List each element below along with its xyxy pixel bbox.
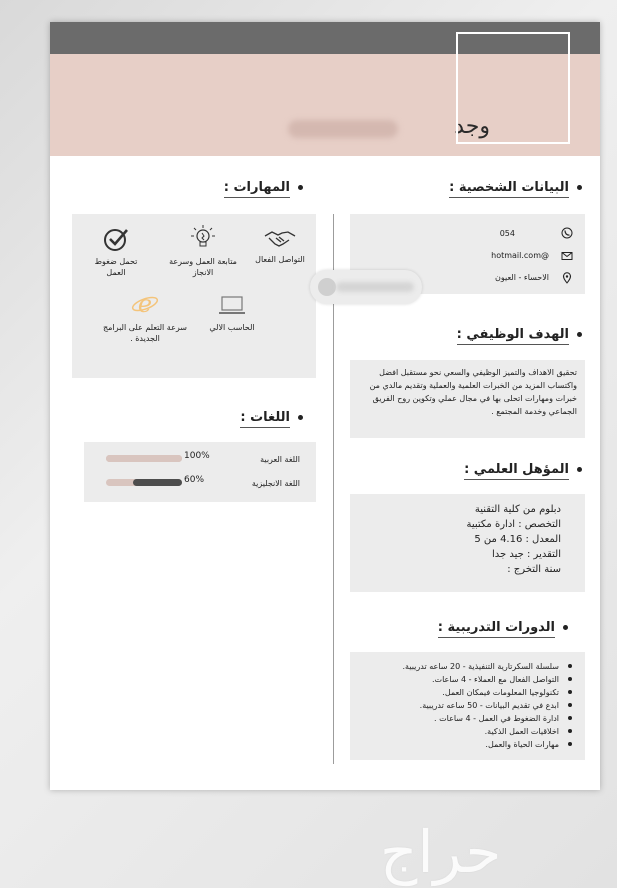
section-title-personal: البيانات الشخصية : bbox=[449, 180, 582, 195]
location-value: الاحساء - العيون bbox=[495, 273, 549, 282]
education-line: سنة التخرج : bbox=[507, 564, 561, 575]
education-box bbox=[350, 494, 585, 592]
language-name: اللغة العربية bbox=[260, 455, 300, 464]
objective-text: تحقيق الاهداف والتميز الوظيفي والسعي نحو مستقبل افضل واكتساب المزيد من الخبرات العلمية والعملية وتقديم مالدي من خبرات ومهارات اتحلى بها في مجال عملي وتكوين روح الفريق الجماعي وخدمة المجتمع . bbox=[369, 368, 577, 416]
language-bar-fill bbox=[133, 479, 182, 486]
section-title-courses: الدورات التدريبية : bbox=[438, 620, 568, 635]
list-item: تكنولوجيا المعلومات فيمكان العمل. bbox=[354, 686, 559, 699]
list-item: ابدع في تقديم البيانات - 50 ساعه تدريبية. bbox=[354, 699, 559, 712]
language-bar bbox=[106, 479, 182, 486]
phone-icon bbox=[561, 227, 573, 239]
list-item: سلسلة السكرتارية التنفيذية - 20 ساعه تدريبية. bbox=[354, 660, 559, 673]
languages-box bbox=[84, 442, 316, 502]
lightbulb-icon bbox=[188, 224, 218, 252]
language-name: اللغة الانجليزية bbox=[251, 479, 300, 488]
language-bar-fill bbox=[106, 455, 182, 462]
name-frame bbox=[456, 32, 570, 144]
skill-item: تحمل ضغوط العمل bbox=[84, 226, 148, 278]
bullet-icon bbox=[298, 185, 303, 190]
svg-text:e: e bbox=[137, 290, 153, 318]
list-item: التواصل الفعال مع العملاء - 4 ساعات. bbox=[354, 673, 559, 686]
section-title-education: المؤهل العلمي : bbox=[464, 462, 582, 477]
education-line: المعدل : 4.16 من 5 bbox=[474, 534, 561, 545]
laptop-icon bbox=[217, 294, 247, 318]
blurred-name bbox=[288, 120, 398, 138]
blurred-handle bbox=[336, 282, 414, 292]
education-line: التقدير : جيد جدا bbox=[491, 549, 561, 560]
bullet-icon bbox=[577, 185, 582, 190]
language-percent: 60% bbox=[184, 475, 205, 485]
phone-value: 054 bbox=[499, 229, 515, 238]
social-overlay bbox=[310, 270, 422, 304]
education-line: التخصص : ادارة مكتبية bbox=[466, 519, 561, 530]
bullet-icon bbox=[577, 467, 582, 472]
skill-item: الحاسب الالي bbox=[192, 294, 272, 333]
language-bar bbox=[106, 455, 182, 462]
bullet-icon bbox=[298, 415, 303, 420]
list-item: مهارات الحياة والعمل. bbox=[354, 738, 559, 751]
objective-box bbox=[350, 360, 585, 438]
list-item: اخلاقيات العمل الذكية. bbox=[354, 725, 559, 738]
bullet-icon bbox=[577, 332, 582, 337]
skill-item: متابعة العمل وسرعة الانجاز bbox=[164, 224, 242, 278]
check-circle-icon bbox=[103, 226, 129, 252]
handshake-icon bbox=[263, 228, 297, 250]
twitter-icon bbox=[318, 278, 336, 296]
section-title-skills: المهارات : bbox=[224, 180, 303, 195]
courses-list bbox=[354, 660, 575, 751]
list-item: ادارة الضغوط في العمل - 4 ساعات . bbox=[354, 712, 559, 725]
language-percent: 100% bbox=[184, 451, 210, 461]
section-title-languages: اللغات : bbox=[240, 410, 303, 425]
bullet-icon bbox=[563, 625, 568, 630]
education-line: دبلوم من كلية التقنية bbox=[474, 504, 561, 515]
skills-box bbox=[72, 214, 316, 378]
resume-page bbox=[50, 22, 600, 790]
courses-box bbox=[350, 652, 585, 760]
section-title-objective: الهدف الوظيفي : bbox=[457, 327, 582, 342]
internet-explorer-icon bbox=[130, 290, 160, 318]
email-icon bbox=[561, 250, 573, 262]
email-value: @hotmail.com bbox=[491, 251, 549, 260]
location-pin-icon bbox=[561, 272, 573, 284]
skill-item: التواصل الفعال bbox=[244, 228, 316, 265]
haraj-watermark: حراج bbox=[380, 818, 502, 886]
resume-name: وجد bbox=[454, 114, 490, 139]
skill-item: e سرعة التعلم على البرامج الجديدة . bbox=[103, 290, 187, 343]
